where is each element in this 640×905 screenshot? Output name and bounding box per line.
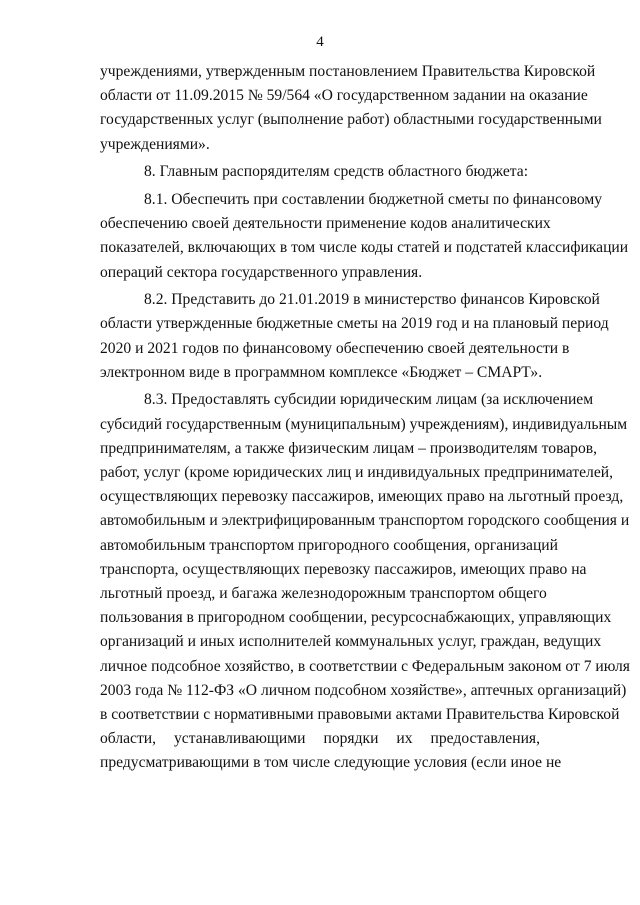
text-line: области, устанавливающими порядки их предоставления, [100,730,540,748]
paragraph [100,160,540,184]
text-line: 8.1. Обеспечить при составлении бюджетной сметы по финансовому [144,190,603,208]
text-line: работ, услуг (кроме юридических лиц и индивидуальных предпринимателей, [100,464,614,481]
document-body [100,60,630,775]
text-line: 8.2. Представить до 21.01.2019 в министерство финансов Кировской [144,291,600,309]
text-line: личное подсобное хозяйство, в соответствии с Федеральным законом от 7 июля [100,657,630,675]
text-line: учреждениями». [100,135,210,153]
paragraph [100,188,629,285]
text-line: операций сектора государственного управления. [100,263,423,281]
text-line: транспорта, осуществляющих перевозку пассажиров, имеющих право на [100,560,587,578]
text-line: автомобильным и электрифицированным транспортом городского сообщения и [100,512,630,530]
text-line: 8.3. Предоставлять субсидии юридическим лицам (за исключением [144,391,594,409]
text-line: электронном виде в программном комплексе «Бюджет – СМАРТ». [100,363,543,381]
paragraph [100,60,602,157]
text-line: учреждениями, утвержденным постановлением Правительства Кировской [100,63,596,80]
text-line: 8. Главным распорядителям средств областного бюджета: [144,163,529,181]
text-line: осуществляющих перевозку пассажиров, имеющих право на льготный проезд, [100,488,624,506]
text-line: организаций и иных исполнителей коммунальных услуг, граждан, ведущих [100,633,602,651]
text-line: предусматривающими в том числе следующие условия (если иное не [100,754,562,772]
text-line: показателей, включающих в том числе коды статей и подстатей классификации [100,239,629,257]
text-line: 2003 года № 112-ФЗ «О личном подсобном хозяйстве», аптечных организаций) [100,681,627,699]
text-line: государственных услуг (выполнение работ) областными государственными [100,111,602,129]
text-line: в соответствии с нормативными правовыми актами Правительства Кировской [100,705,620,723]
text-line: области от 11.09.2015 № 59/564 «О государственном задании на оказание [100,87,588,105]
text-line: субсидий государственным (муниципальным) учреждениям), индивидуальным [100,415,628,433]
text-line: пользования в пригородном сообщении, ресурсоснабжающих, управляющих [100,609,612,627]
text-line: обеспечению своей деятельности применение кодов аналитических [100,215,551,233]
text-line: льготный проезд, и багажа железнодорожным транспортом общего [100,584,547,602]
text-line: автомобильным транспортом пригородного сообщения, организаций [100,536,558,554]
paragraph [100,288,609,385]
text-line: 2020 и 2021 годов по финансовому обеспечению своей деятельности в [100,339,570,357]
text-line: предпринимателям, а также физическим лицам – производителям товаров, [100,439,598,457]
text-line: области утвержденные бюджетные сметы на 2019 год и на плановый период [100,315,609,333]
paragraph [100,388,630,775]
page-number: 4 [316,34,324,50]
